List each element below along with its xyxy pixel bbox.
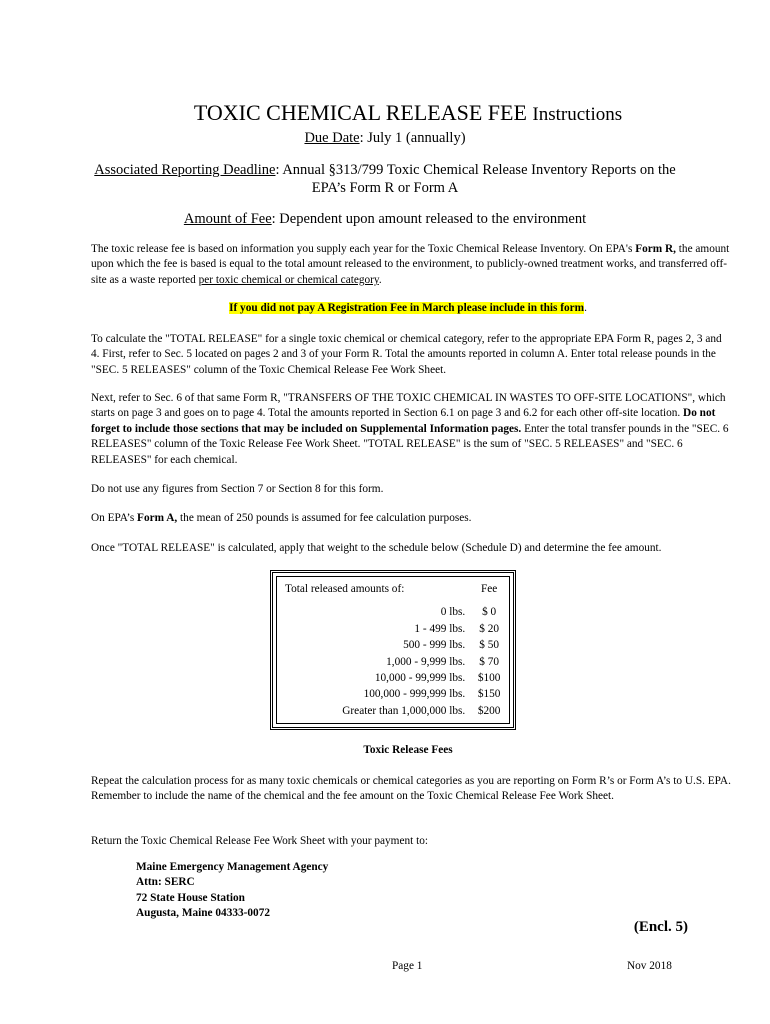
fee-table-caption: Toxic Release Fees: [363, 744, 453, 756]
fee-schedule-box: [270, 570, 516, 730]
address-line: Attn: SERC: [136, 876, 195, 889]
donot-paragraph: Do not use any figures from Section 7 or Section 8 for this form.: [91, 483, 384, 495]
fee-row-fee: $ 0: [482, 606, 497, 619]
fee-table-row: [279, 670, 507, 686]
mailing-address: [136, 860, 328, 922]
title-suffix: Instructions: [532, 104, 623, 125]
forma-text-2: the mean of 250 pounds is assumed for fee calculation purposes.: [177, 512, 472, 524]
deadline-continuation: EPA’s Form R or Form A: [311, 180, 459, 196]
fee-row-fee: $ 20: [479, 622, 500, 635]
fee-row-fee: $ 70: [479, 655, 500, 668]
intro-text-end: .: [378, 273, 382, 286]
intro-text-1: The toxic release fee is based on information you supply each year for the Toxic Chemical Release Inventory. On EPA's: [91, 243, 633, 255]
intro-paragraph: [91, 242, 731, 288]
registration-fee-notice: [0, 302, 770, 314]
address-line: 72 State House Station: [136, 891, 245, 904]
fee-table-header-fee: Fee: [480, 583, 498, 595]
fee-table-row: [279, 637, 507, 653]
page-number: Page 1: [392, 960, 423, 972]
next-bold-text: Do not forget to include those sections that may be included on Supplemental Information pages.: [91, 407, 716, 435]
highlighted-notice-end: .: [584, 302, 587, 314]
next-text-1: Next, refer to Sec. 6 of that same Form R, "TRANSFERS OF THE TOXIC CHEMICAL IN WASTES TO OFF-SITE LOCATIONS", which starts on page 3 and goes on to page 4. Total the amounts reported in Section 6.1 on page 3 and 6.2 for each other off-site location.: [91, 392, 726, 420]
fee-row-amount: 100,000 - 999,999 lbs.: [363, 688, 466, 701]
fee-row-amount: 0 lbs.: [440, 606, 466, 619]
fee-schedule-table: [279, 581, 507, 719]
fee-row-amount: 1,000 - 9,999 lbs.: [386, 655, 466, 668]
fee-row-amount: Greater than 1,000,000 lbs.: [342, 704, 466, 717]
fee-table-row: [279, 703, 507, 719]
fee-amount-line: [0, 211, 770, 228]
highlighted-notice: If you did not pay A Registration Fee in March please include in this form: [229, 302, 585, 314]
intro-text-2: the amount upon which the fee is based is equal to the total amount released to the environment, to publicly-owned treatment works, and transferred off-site as a waste reported: [91, 243, 730, 286]
title-main: TOXIC CHEMICAL RELEASE FEE: [193, 100, 527, 125]
fee-row-fee: $ 50: [479, 639, 500, 652]
forma-text-1: On EPA’s: [91, 512, 138, 524]
fee-row-amount: 10,000 - 99,999 lbs.: [374, 672, 466, 685]
footer-date: Nov 2018: [627, 960, 672, 972]
due-date-line: [0, 130, 770, 147]
enclosure-label: (Encl. 5): [633, 919, 688, 935]
fee-table-row: [279, 604, 507, 620]
fee-table-row: [279, 621, 507, 637]
fee-row-amount: 1 - 499 lbs.: [414, 622, 466, 635]
fee-amount-value: : Dependent upon amount released to the environment: [271, 211, 587, 227]
calc-paragraph: To calculate the "TOTAL RELEASE" for a single toxic chemical or chemical category, refer to the appropriate EPA Form R, pages 2, 3 and 4. First, refer to Sec. 5 located on pages 2 and 3 of your Form R. Total the amounts reported in column A. Enter total release pounds in the "SEC. 5 RELEASES" column of the Toxic Chemical Release Fee Work Sheet.: [91, 333, 722, 376]
fee-row-fee: $150: [477, 688, 501, 701]
next-text-2: Enter the total transfer pounds in the "SEC. 6 RELEASES" column of the Toxic Release Fee Work Sheet. "TOTAL RELEASE" is the sum of "SEC. 5 RELEASES" and "SEC. 6 RELEASES" for each chemical.: [91, 422, 729, 466]
deadline-value: : Annual §313/799 Toxic Chemical Release Inventory Reports on the: [275, 162, 676, 178]
return-paragraph: Return the Toxic Chemical Release Fee Work Sheet with your payment to:: [91, 835, 429, 847]
once-paragraph: Once "TOTAL RELEASE" is calculated, apply that weight to the schedule below (Schedule D) and determine the fee amount.: [91, 542, 662, 554]
address-line: Maine Emergency Management Agency: [136, 861, 329, 873]
forma-paragraph: [91, 511, 731, 526]
fee-table-row: [279, 686, 507, 702]
forma-bold: Form A,: [137, 512, 178, 524]
intro-form-r: Form R,: [635, 243, 676, 255]
address-line: Augusta, Maine 04333-0072: [136, 907, 270, 920]
next-paragraph: [91, 391, 731, 468]
fee-row-amount: 500 - 999 lbs.: [403, 639, 466, 652]
intro-underlined-text: per toxic chemical or chemical category: [198, 273, 379, 286]
due-date-label: Due Date: [304, 130, 360, 146]
fee-row-fee: $200: [477, 704, 501, 717]
fee-amount-label: Amount of Fee: [183, 211, 272, 227]
deadline-line: [0, 162, 770, 179]
repeat-paragraph: Repeat the calculation process for as many toxic chemicals or chemical categories as you are reporting on Form R’s or Form A’s to U.S. EPA. Remember to include the name of the chemical and the fee amount on the Toxic Chemical Release Fee Work Sheet.: [91, 775, 731, 803]
page-title: [0, 100, 770, 126]
fee-table-header: [279, 581, 507, 604]
deadline-label: Associated Reporting Deadline: [94, 162, 276, 178]
fee-row-fee: $100: [477, 672, 501, 685]
fee-table-row: [279, 654, 507, 670]
due-date-value: : July 1 (annually): [359, 130, 466, 146]
fee-table-header-amount: Total released amounts of:: [285, 583, 405, 595]
